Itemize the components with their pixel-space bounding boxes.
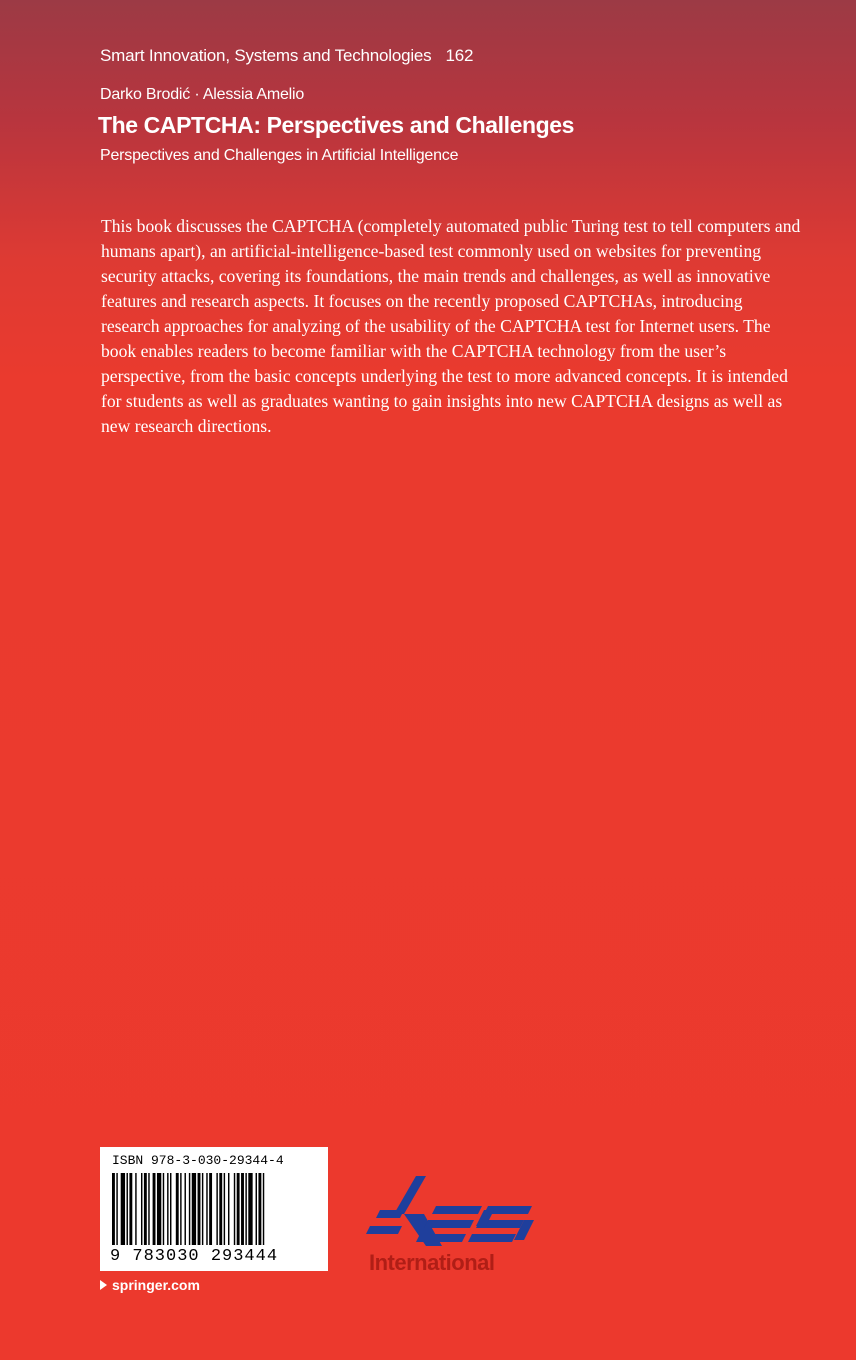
arrow-right-icon [100, 1280, 107, 1290]
springer-url: springer.com [112, 1277, 200, 1293]
kes-international-text: International [369, 1250, 495, 1275]
isbn-label: ISBN 978-3-030-29344-4 [112, 1153, 284, 1168]
book-subtitle: Perspectives and Challenges in Artificial Intelligence [100, 147, 459, 164]
kes-international-logo [364, 1170, 536, 1278]
authors: Darko Brodić · Alessia Amelio [100, 86, 305, 103]
series-name: Smart Innovation, Systems and Technologies [100, 46, 432, 65]
series-volume: 162 [445, 46, 474, 65]
barcode-digits: 9 783030 293444 [110, 1247, 279, 1266]
book-blurb: This book discusses the CAPTCHA (completely automated public Turing test to tell computers and humans apart), an artificial-intelligence-based test commonly used on websites for preventing security attacks, covering its foundations, the main trends and challenges, as well as innovative features and research aspects. It focuses on the recently proposed CAPTCHAs, introducing research approaches for analyzing of the usability of the CAPTCHA test for Internet users. The book enables readers to become familiar with the CAPTCHA technology from the user’s perspective, from the basic concepts underlying the test to more advanced concepts. It is intended for students as well as graduates wanting to gain insights into new CAPTCHA designs as well as new research directions. [101, 216, 801, 436]
series-line [100, 46, 473, 66]
kes-logo-icon [364, 1170, 536, 1250]
springer-link[interactable] [100, 1277, 200, 1293]
book-title: The CAPTCHA: Perspectives and Challenges [98, 112, 575, 138]
isbn-barcode [100, 1147, 328, 1271]
